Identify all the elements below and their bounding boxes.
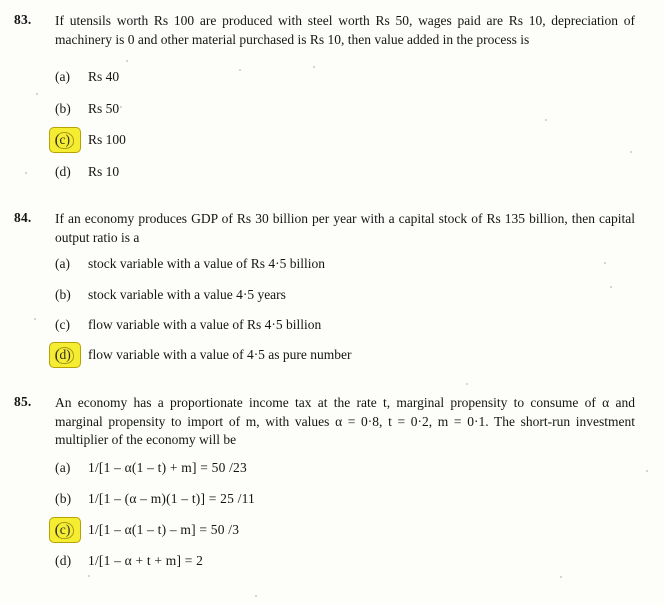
option-text: Rs 100 — [88, 132, 126, 147]
option-label: (b) — [55, 287, 71, 302]
option-text: Rs 50 — [88, 101, 120, 116]
option-label: (c) — [55, 132, 70, 147]
option-label: (d) — [55, 553, 72, 568]
option-text: stock variable with a value of Rs 4·5 billion — [88, 256, 325, 271]
paper-speck — [126, 60, 128, 62]
paper-speck — [646, 470, 648, 472]
option-text: 1/[1 – α(1 – t) – m] = 50 /3 — [88, 522, 240, 537]
option-text: stock variable with a value 4·5 years — [88, 287, 286, 302]
option-label: (d) — [55, 164, 71, 179]
question-number: 83. — [14, 12, 32, 27]
paper-speck — [34, 318, 36, 320]
option-text: flow variable with a value of Rs 4·5 billion — [88, 317, 322, 332]
option-label: (c) — [55, 522, 71, 537]
option-text: 1/[1 – α(1 – t) + m] = 50 /23 — [88, 460, 247, 475]
question-number: 84. — [14, 210, 32, 225]
paper-speck — [88, 575, 90, 577]
paper-speck — [466, 383, 468, 385]
question-stem: If an economy produces GDP of Rs 30 billion per year with a capital stock of Rs 135 billion, then capital output ratio is a — [55, 211, 635, 245]
question-stem: An economy has a proportionate income tax at the rate t, marginal propensity to consume of α and marginal propensity to import of m, with values α = 0·8, t = 0·2, m = 0·1. The short-run investment multiplier of the economy will be — [55, 395, 635, 447]
option-label: (a) — [55, 460, 71, 475]
option-label: (a) — [55, 256, 70, 271]
option-label: (a) — [55, 69, 70, 84]
paper-speck — [36, 93, 38, 95]
paper-speck — [25, 172, 27, 174]
paper-speck — [545, 119, 547, 121]
option-label: (b) — [55, 491, 72, 506]
option-text: 1/[1 – α + t + m] = 2 — [88, 553, 204, 568]
question-number: 85. — [14, 394, 32, 409]
paper-speck — [630, 151, 632, 153]
paper-speck — [560, 576, 562, 578]
option-label: (c) — [55, 317, 70, 332]
option-label: (b) — [55, 101, 71, 116]
option-text: flow variable with a value of 4·5 as pure number — [88, 347, 352, 362]
option-text: 1/[1 – (α – m)(1 – t)] = 25 /11 — [88, 491, 255, 506]
option-text: Rs 40 — [88, 69, 120, 84]
question-stem: If utensils worth Rs 100 are produced with steel worth Rs 50, wages paid are Rs 10, depreciation of machinery is 0 and other material purchased is Rs 10, then value added in the process is — [55, 13, 635, 47]
option-label: (d) — [55, 347, 71, 362]
paper-speck — [255, 595, 257, 597]
option-text: Rs 10 — [88, 164, 120, 179]
